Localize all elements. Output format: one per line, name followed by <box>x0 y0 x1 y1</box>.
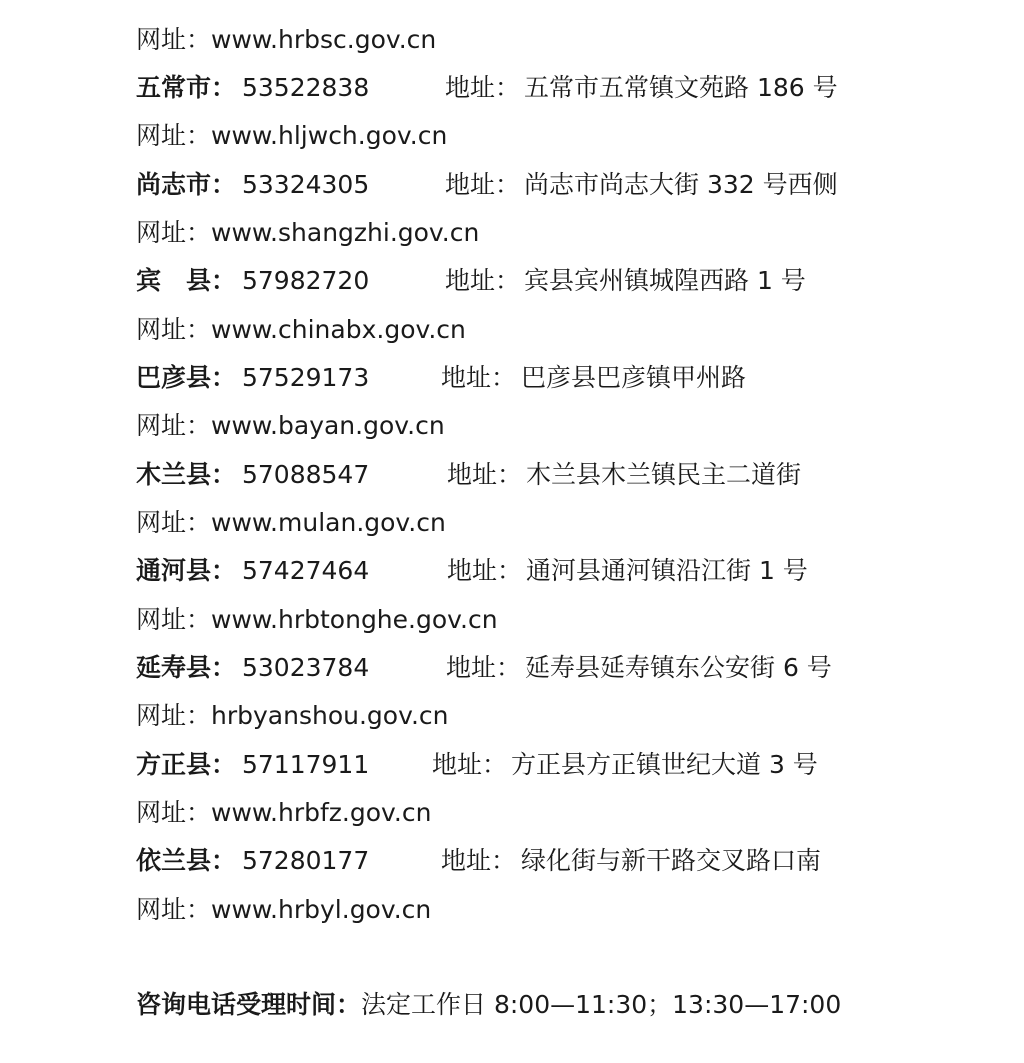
url-label: 网址： <box>136 218 212 247</box>
url-line <box>136 20 436 60</box>
county-line <box>136 841 822 881</box>
phone-number: 57117911 <box>242 750 370 779</box>
address-label: 地址： <box>446 653 522 682</box>
url-line <box>136 890 431 930</box>
county-name: 延寿县： <box>136 653 237 682</box>
url-label: 网址： <box>136 315 212 344</box>
url-line <box>136 116 447 156</box>
county-line <box>136 358 747 398</box>
url-label: 网址： <box>136 25 212 54</box>
url-link[interactable]: www.bayan.gov.cn <box>211 411 445 440</box>
address-label: 地址： <box>447 460 523 489</box>
url-line <box>136 503 446 543</box>
phone-number: 53023784 <box>242 653 370 682</box>
url-link[interactable]: www.chinabx.gov.cn <box>211 315 466 344</box>
url-label: 网址： <box>136 605 212 634</box>
url-link[interactable]: www.shangzhi.gov.cn <box>211 218 480 247</box>
address-text: 尚志市尚志大街 332 号西侧 <box>524 170 838 199</box>
hours-text: 法定工作日 8:00—11:30；13:30—17:00 <box>361 990 842 1019</box>
address-text: 五常市五常镇文苑路 186 号 <box>524 73 838 102</box>
url-line <box>136 406 445 446</box>
address-label: 地址： <box>441 363 517 392</box>
address-text: 绿化街与新干路交叉路口南 <box>521 846 822 875</box>
county-name: 五常市： <box>136 73 237 102</box>
address-label: 地址： <box>445 266 521 295</box>
address-label: 地址： <box>441 846 517 875</box>
url-label: 网址： <box>136 411 212 440</box>
address-text: 通河县通河镇沿江街 1 号 <box>526 556 808 585</box>
url-link[interactable]: www.mulan.gov.cn <box>211 508 446 537</box>
url-link[interactable]: www.hljwch.gov.cn <box>211 121 448 150</box>
url-link[interactable]: www.hrbsc.gov.cn <box>211 25 437 54</box>
county-name: 巴彦县： <box>136 363 237 392</box>
hours-line <box>136 985 841 1025</box>
url-link[interactable]: www.hrbfz.gov.cn <box>211 798 432 827</box>
address-text: 木兰县木兰镇民主二道街 <box>526 460 802 489</box>
county-line <box>136 165 838 205</box>
url-label: 网址： <box>136 798 212 827</box>
address-label: 地址： <box>445 170 521 199</box>
county-name: 宾 县： <box>136 266 237 295</box>
county-name: 木兰县： <box>136 460 237 489</box>
url-link[interactable]: hrbyanshou.gov.cn <box>211 701 449 730</box>
phone-number: 57427464 <box>242 556 370 585</box>
url-line <box>136 600 498 640</box>
phone-number: 53522838 <box>242 73 370 102</box>
url-line <box>136 310 466 350</box>
county-name: 尚志市： <box>136 170 237 199</box>
address-text: 宾县宾州镇城隍西路 1 号 <box>524 266 806 295</box>
phone-number: 57529173 <box>242 363 370 392</box>
phone-number: 57982720 <box>242 266 370 295</box>
county-line <box>136 648 832 688</box>
url-label: 网址： <box>136 701 212 730</box>
county-line <box>136 745 818 785</box>
address-text: 延寿县延寿镇东公安街 6 号 <box>525 653 832 682</box>
county-name: 方正县： <box>136 750 237 779</box>
hours-label: 咨询电话受理时间： <box>136 990 362 1019</box>
url-label: 网址： <box>136 121 212 150</box>
phone-number: 53324305 <box>242 170 370 199</box>
county-line <box>136 261 806 301</box>
address-label: 地址： <box>445 73 521 102</box>
address-label: 地址： <box>432 750 508 779</box>
url-label: 网址： <box>136 895 212 924</box>
address-text: 巴彦县巴彦镇甲州路 <box>521 363 747 392</box>
url-line <box>136 793 431 833</box>
county-name: 通河县： <box>136 556 237 585</box>
address-label: 地址： <box>447 556 523 585</box>
phone-number: 57088547 <box>242 460 370 489</box>
url-line <box>136 213 479 253</box>
url-link[interactable]: www.hrbyl.gov.cn <box>211 895 432 924</box>
county-line <box>136 68 838 108</box>
county-name: 依兰县： <box>136 846 237 875</box>
url-label: 网址： <box>136 508 212 537</box>
county-line <box>136 551 808 591</box>
county-line <box>136 455 802 495</box>
phone-number: 57280177 <box>242 846 370 875</box>
address-text: 方正县方正镇世纪大道 3 号 <box>511 750 818 779</box>
url-link[interactable]: www.hrbtonghe.gov.cn <box>211 605 498 634</box>
url-line <box>136 696 448 736</box>
